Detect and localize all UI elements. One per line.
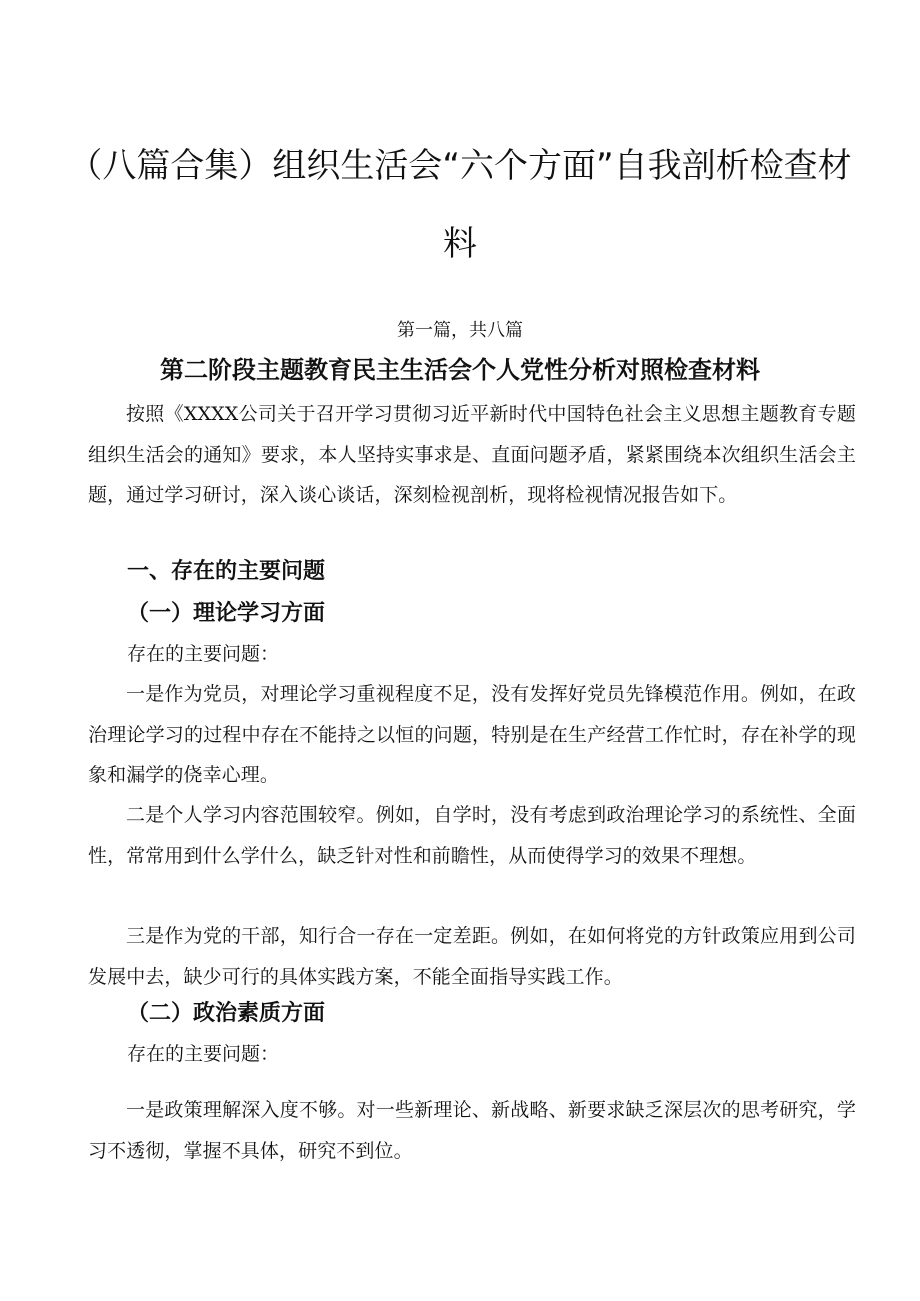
section-heading-main-problems: 一、存在的主要问题 — [127, 559, 326, 584]
paragraph-theory-problem-1: 一是作为党员，对理论学习重视程度不足，没有发挥好党员先锋模范作用。例如，在政治理论学习的过程中存在不能持之以恒的问题，特别是在生产经营工作忙时，存在补学的现象和漏学的侥幸心理。 — [88, 683, 856, 786]
document-title-line2: 料 — [443, 224, 477, 264]
intro-paragraph: 按照《XXXX公司关于召开学习贯彻习近平新时代中国特色社会主义思想主题教育专题组织生活会的通知》要求，本人坚持实事求是、直面问题矛盾，紧紧围绕本次组织生活会主题，通过学习研讨，深入谈心谈话，深刻检视剖析，现将检视情况报告如下。 — [88, 403, 856, 506]
paragraph-theory-problem-2: 二是个人学习内容范围较窄。例如，自学时，没有考虑到政治理论学习的系统性、全面性，常常用到什么学什么，缺乏针对性和前瞻性，从而使得学习的效果不理想。 — [88, 804, 856, 867]
paragraph-theory-problem-3: 三是作为党的干部，知行合一存在一定差距。例如，在如何将党的方针政策应用到公司发展中去，缺少可行的具体实践方案，不能全面指导实践工作。 — [88, 925, 856, 988]
document-title-line1: （八篇合集）组织生活会“六个方面”自我剖析检查材 — [68, 146, 852, 186]
paragraph-political-problem-1: 一是政策理解深入度不够。对一些新理论、新战略、新要求缺乏深层次的思考研究，学习不透彻，掌握不具体，研究不到位。 — [88, 1099, 856, 1162]
subsection-heading-theory-study: （一）理论学习方面 — [127, 601, 326, 626]
part-label: 第一篇，共八篇 — [397, 320, 523, 341]
problems-label-political: 存在的主要问题： — [127, 1043, 280, 1065]
problems-label-theory: 存在的主要问题： — [127, 643, 280, 665]
article-heading: 第二阶段主题教育民主生活会个人党性分析对照检查材料 — [160, 356, 760, 384]
subsection-heading-political-quality: （二）政治素质方面 — [127, 1001, 326, 1026]
